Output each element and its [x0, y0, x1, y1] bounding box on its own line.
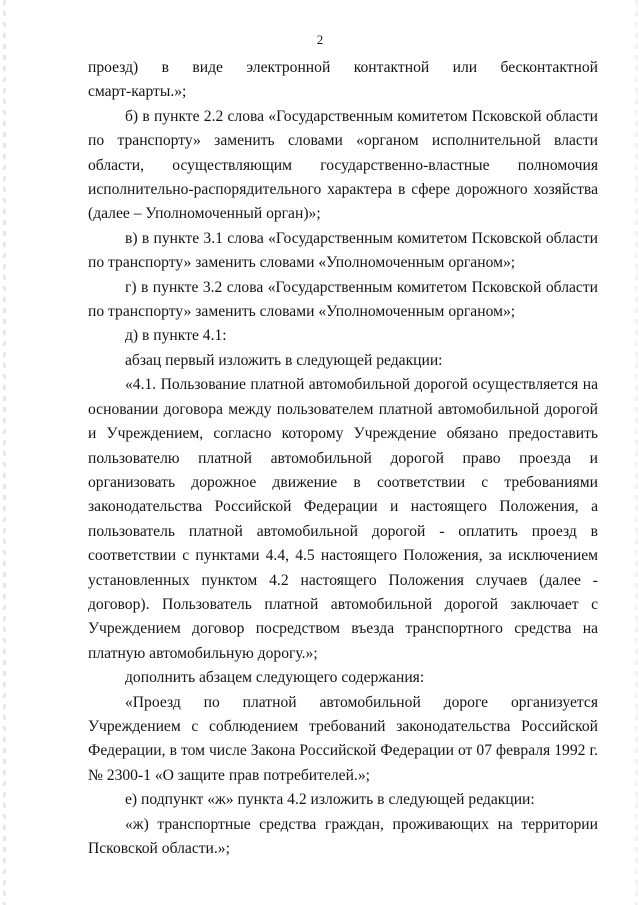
paragraph-continuation: проезд) в виде электронной контактной или бесконтактной [88, 59, 598, 76]
scan-edge-left [3, 0, 6, 905]
paragraph-subitem-zh: «ж) транспортные средства граждан, проживающих на территории Псковской области.»; [88, 815, 598, 857]
paragraph-new-abzats: «Проезд по платной автомобильной дороге организуется Учреждением с соблюдением требований законодательства Российской Федерации, в том числе Закона Российской Федерации от 07 февраля 1992 г. № 2300-1 «О защите прав потребителей.»; [88, 693, 598, 784]
document-body [88, 56, 598, 861]
paragraph-item-e: е) подпункт «ж» пункта 4.2 изложить в следующей редакции: [125, 791, 535, 809]
paragraph-item-g: г) в пункте 3.2 слова «Государственным комитетом Псковской области по транспорту» заменить словами «Уполномоченным органом»; [88, 278, 598, 321]
scan-edge-right [635, 0, 638, 905]
page-number: 2 [316, 32, 324, 47]
paragraph-item-v: в) в пункте 3.1 слова «Государственным комитетом Псковской области по транспорту» заменить словами «Уполномоченным органом»; [88, 229, 598, 272]
paragraph-clause-4-1: «4.1. Пользование платной автомобильной дорогой осуществляется на основании договора между пользователем платной автомобильной дорогой и Учреждением, согласно которому Учреждение обязано предоставить пользователю платной автомобильной дорогой право проезда и организовать дорожное движение в соответствии с требованиями законодательства Российской Федерации и настоящего Положения, а пользователь платной автомобильной дорогой - оплатить проезд в соответствии с пунктами 4.4, 4.5 настоящего Положения, за исключением установленных пунктом 4.2 настоящего Положения случаев (далее - договор). Пользователь платной автомобильной дорогой заключает с Учреждением договор посредством въезда транспортного средства на платную автомобильную дорогу.»; [88, 376, 598, 662]
paragraph-item-b: б) в пункте 2.2 слова «Государственным комитетом Псковской области по транспорту» заменить словами «органом исполнительной власти области, осуществляющим государственно-властные полномочия исполнительно-распорядительного характера в сфере дорожного хозяйства (далее – Уполномоченный орган)»; [88, 107, 598, 223]
paragraph-add-abzats: дополнить абзацем следующего содержания: [125, 669, 425, 687]
paragraph-continuation-end: смарт-карты.»; [88, 83, 187, 101]
paragraph-item-d: д) в пункте 4.1: [125, 327, 227, 345]
paragraph-first-abzats: абзац первый изложить в следующей редакции: [125, 351, 443, 369]
